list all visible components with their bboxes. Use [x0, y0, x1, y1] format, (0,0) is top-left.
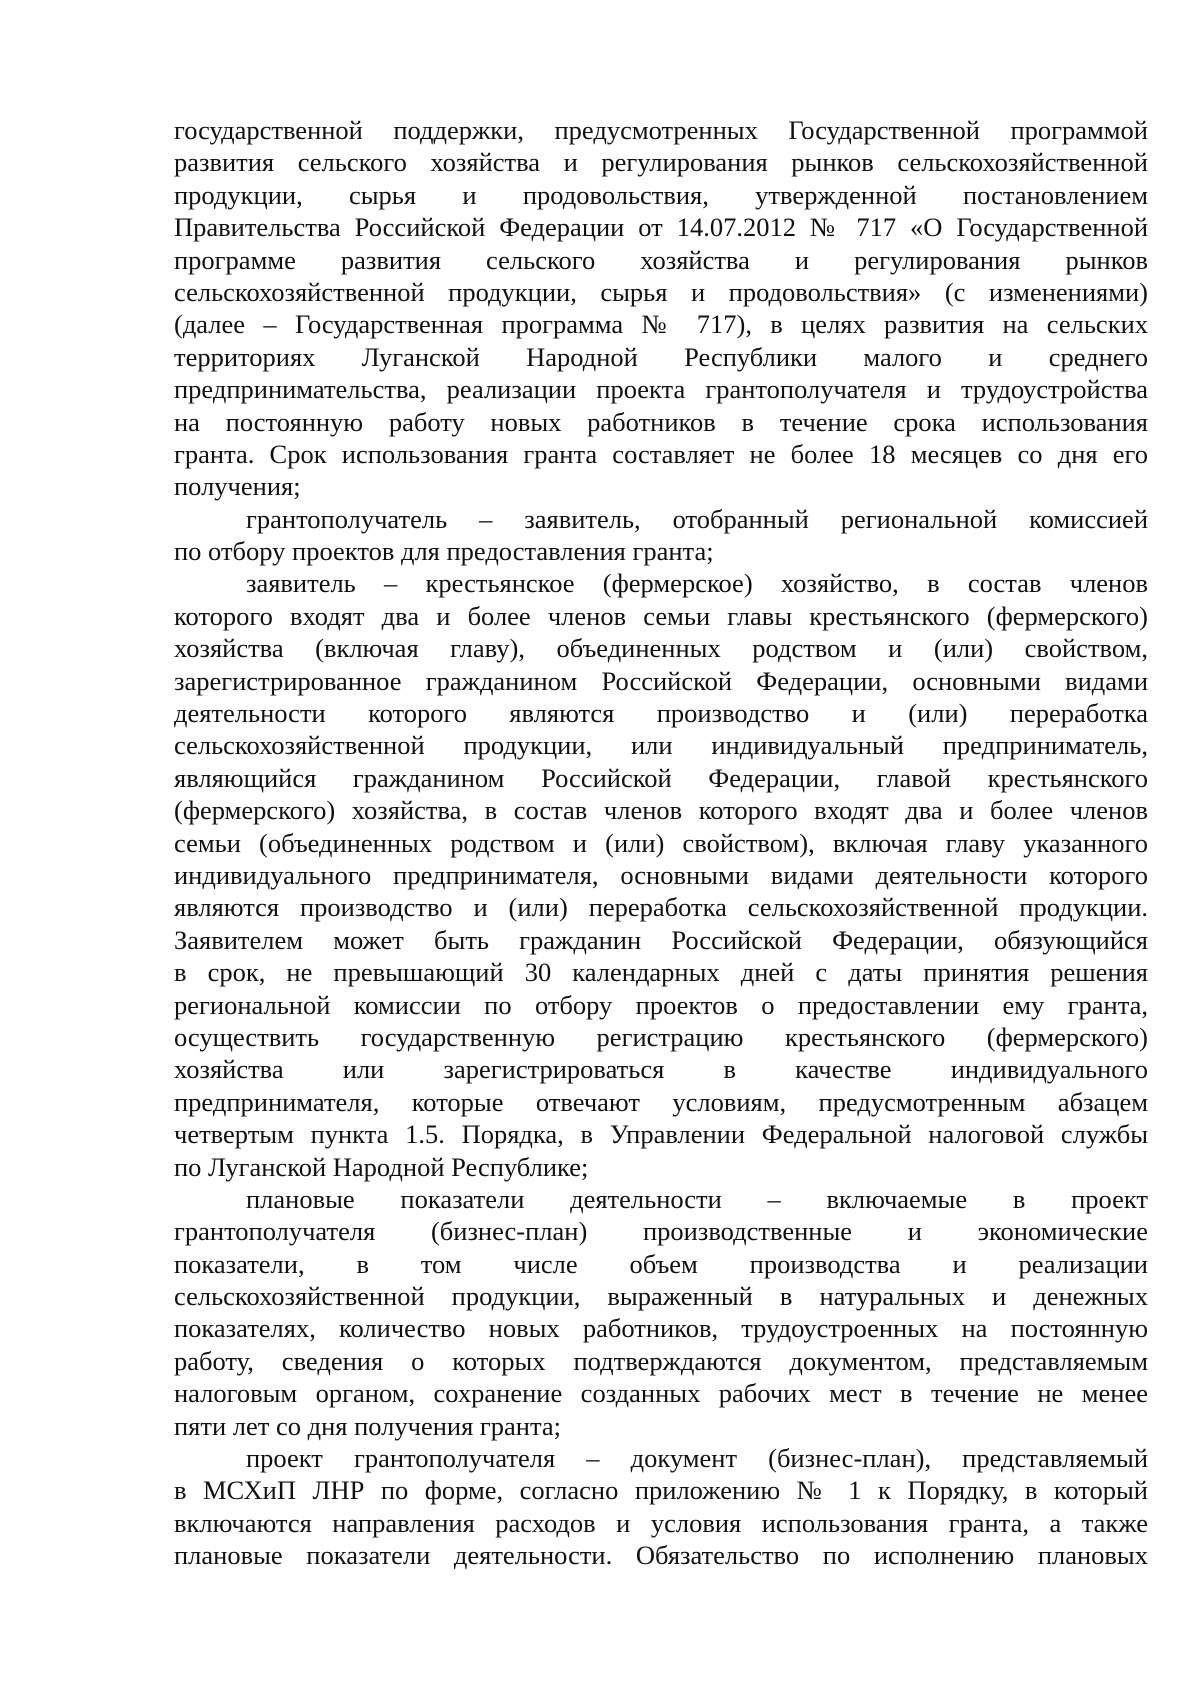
text-line: территориях Луганской Народной Республики малого и среднего: [174, 341, 1148, 372]
text-line: государственной поддержки, предусмотренных Государственной программой: [174, 115, 1148, 145]
text-line: осуществить государственную регистрацию крестьянского (фермерского): [174, 1021, 1148, 1052]
text-line: на постоянную работу новых работников в течение срока использования: [174, 406, 1148, 437]
text-line: налоговым органом, сохранение созданных рабочих мест в течение не менее: [174, 1378, 1148, 1409]
text-line: показателях, количество новых работников, трудоустроенных на постоянную: [174, 1313, 1148, 1344]
text-line: в срок, не превышающий 30 календарных дней с даты принятия решения: [174, 957, 1148, 988]
text-line: которого входят два и более членов семьи главы крестьянского (фермерского): [174, 600, 1148, 631]
text-line: зарегистрированное гражданином Российской Федерации, основными видами: [174, 665, 1148, 696]
text-line: проект грантополучателя – документ (бизнес-план), представляемый: [246, 1443, 1148, 1474]
text-line: развития сельского хозяйства и регулирования рынков сельскохозяйственной: [174, 147, 1148, 178]
text-line: программе развития сельского хозяйства и регулирования рынков: [174, 244, 1148, 275]
text-line: грантополучателя (бизнес-план) производственные и экономические: [174, 1216, 1148, 1247]
text-line: региональной комиссии по отбору проектов о предоставлении ему гранта,: [174, 989, 1148, 1020]
text-line: получения;: [174, 471, 301, 502]
text-line: заявитель – крестьянское (фермерское) хозяйство, в состав членов: [246, 568, 1148, 599]
text-line: по отбору проектов для предоставления гранта;: [174, 536, 714, 567]
text-line: гранта. Срок использования гранта составляет не более 18 месяцев со дня его: [174, 438, 1148, 469]
text-line: являются производство и (или) переработка сельскохозяйственной продукции.: [174, 892, 1148, 923]
text-line: продукции, сырья и продовольствия, утвержденной постановлением: [174, 179, 1148, 210]
text-line: предпринимательства, реализации проекта грантополучателя и трудоустройства: [174, 374, 1148, 405]
text-line: семьи (объединенных родством и (или) свойством), включая главу указанного: [174, 827, 1148, 858]
text-line: являющийся гражданином Российской Федерации, главой крестьянского: [174, 762, 1148, 793]
text-line: Заявителем может быть гражданин Российской Федерации, обязующийся: [174, 924, 1148, 955]
text-line: в МСХиП ЛНР по форме, согласно приложению № 1 к Порядку, в который: [174, 1475, 1148, 1506]
text-line: четвертым пункта 1.5. Порядка, в Управлении Федеральной налоговой службы: [174, 1119, 1148, 1150]
text-line: пяти лет со дня получения гранта;: [174, 1410, 561, 1441]
text-line: деятельности которого являются производство и (или) переработка: [174, 698, 1148, 729]
text-line: грантополучатель – заявитель, отобранный региональной комиссией: [246, 503, 1148, 534]
text-line: сельскохозяйственной продукции, выраженный в натуральных и денежных: [174, 1281, 1148, 1312]
text-line: индивидуального предпринимателя, основными видами деятельности которого: [174, 859, 1148, 890]
text-line: сельскохозяйственной продукции, или индивидуальный предприниматель,: [174, 730, 1148, 761]
text-line: предпринимателя, которые отвечают условиям, предусмотренным абзацем: [174, 1086, 1148, 1117]
text-line: (далее – Государственная программа № 717), в целях развития на сельских: [174, 309, 1148, 340]
text-line: работу, сведения о которых подтверждаются документом, представляемым: [174, 1345, 1148, 1376]
text-line: хозяйства или зарегистрироваться в качестве индивидуального: [174, 1054, 1148, 1085]
text-line: по Луганской Народной Республике;: [174, 1151, 589, 1182]
text-line: включаются направления расходов и условия использования гранта, а также: [174, 1507, 1148, 1538]
text-line: (фермерского) хозяйства, в состав членов которого входят два и более членов: [174, 795, 1148, 826]
text-line: Правительства Российской Федерации от 14.07.2012 № 717 «О Государственной: [174, 212, 1148, 243]
text-line: сельскохозяйственной продукции, сырья и продовольствия» (с изменениями): [174, 276, 1148, 307]
text-line: хозяйства (включая главу), объединенных родством и (или) свойством,: [174, 633, 1148, 664]
document-body-text: [174, 114, 1148, 1572]
text-line: плановые показатели деятельности – включаемые в проект: [246, 1183, 1148, 1214]
text-line: показатели, в том числе объем производства и реализации: [174, 1248, 1148, 1279]
text-line: плановые показатели деятельности. Обязательство по исполнению плановых: [174, 1540, 1148, 1571]
